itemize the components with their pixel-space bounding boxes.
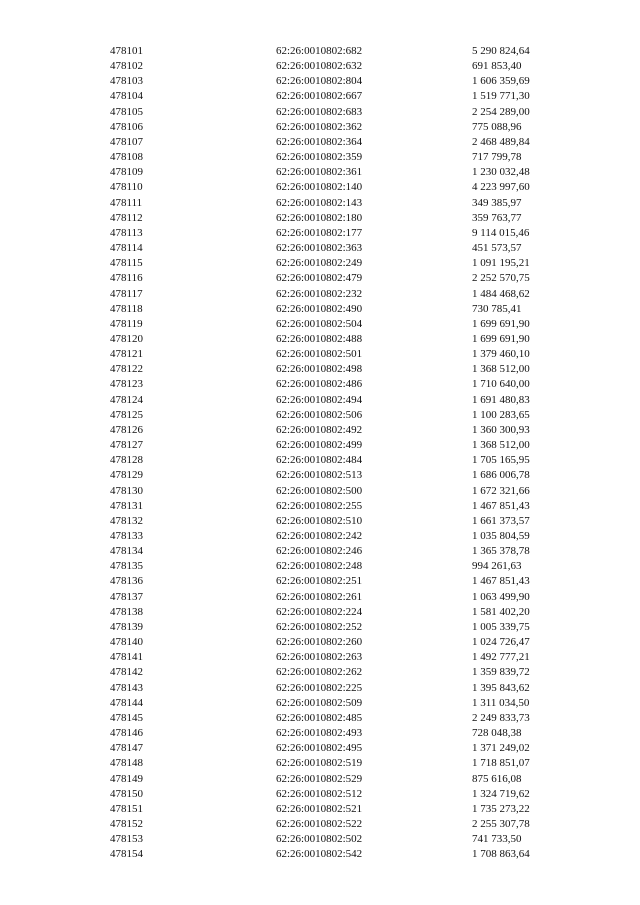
- value-cell: 1 360 300,93: [472, 423, 530, 436]
- cadastral-number-cell: 62:26:0010802:493: [276, 727, 363, 740]
- value-cell: 1 324 719,62: [472, 787, 530, 800]
- table-row: [0, 620, 640, 635]
- cadastral-number-cell: 62:26:0010802:262: [276, 666, 363, 679]
- row-number-cell: 478133: [110, 530, 143, 542]
- row-number-cell: 478119: [110, 317, 143, 330]
- value-cell: 2 249 833,73: [472, 711, 530, 724]
- value-cell: 1 686 006,78: [472, 469, 530, 482]
- table-row: [0, 468, 640, 483]
- table-row: [0, 317, 640, 332]
- table-row: [0, 665, 640, 680]
- value-cell: 1 005 339,75: [472, 620, 530, 633]
- value-cell: 1 359 839,72: [472, 666, 530, 679]
- row-number-cell: 478112: [110, 211, 143, 224]
- cadastral-number-cell: 62:26:0010802:242: [276, 530, 363, 542]
- cadastral-number-cell: 62:26:0010802:251: [276, 575, 363, 588]
- cadastral-number-cell: 62:26:0010802:510: [276, 514, 363, 527]
- value-cell: 359 763,77: [472, 211, 522, 224]
- cadastral-number-cell: 62:26:0010802:667: [276, 90, 363, 103]
- cadastral-number-cell: 62:26:0010802:509: [276, 696, 363, 709]
- table-row: [0, 787, 640, 802]
- table-row: [0, 226, 640, 241]
- cadastral-number-cell: 62:26:0010802:519: [276, 757, 363, 770]
- row-number-cell: 478147: [110, 742, 143, 755]
- value-cell: 728 048,38: [472, 727, 522, 740]
- table-row: [0, 74, 640, 89]
- value-cell: 1 091 195,21: [472, 257, 530, 270]
- cadastral-number-cell: 62:26:0010802:263: [276, 651, 363, 664]
- value-cell: 2 254 289,00: [472, 105, 530, 118]
- table-row: [0, 529, 640, 544]
- row-number-cell: 478153: [110, 833, 143, 846]
- row-number-cell: 478103: [110, 75, 143, 88]
- value-cell: 1 368 512,00: [472, 439, 530, 452]
- value-cell: 1 395 843,62: [472, 681, 530, 694]
- value-cell: 1 467 851,43: [472, 575, 530, 588]
- row-number-cell: 478104: [110, 90, 143, 103]
- cadastral-number-cell: 62:26:0010802:248: [276, 560, 363, 573]
- table-row: [0, 590, 640, 605]
- row-number-cell: 478115: [110, 257, 143, 270]
- row-number-cell: 478134: [110, 545, 143, 558]
- table-row: [0, 393, 640, 408]
- row-number-cell: 478101: [110, 45, 143, 57]
- value-cell: 1 063 499,90: [472, 590, 530, 603]
- cadastral-number-cell: 62:26:0010802:361: [276, 166, 363, 179]
- cadastral-number-cell: 62:26:0010802:225: [276, 681, 363, 694]
- row-number-cell: 478118: [110, 302, 143, 315]
- cadastral-number-cell: 62:26:0010802:362: [276, 120, 363, 133]
- table-row: [0, 423, 640, 438]
- table-row: [0, 59, 640, 74]
- table-body: [0, 44, 640, 862]
- cadastral-number-cell: 62:26:0010802:632: [276, 60, 363, 73]
- value-cell: 1 035 804,59: [472, 530, 530, 542]
- cadastral-number-cell: 62:26:0010802:486: [276, 378, 363, 391]
- value-cell: 1 024 726,47: [472, 636, 530, 649]
- value-cell: 1 368 512,00: [472, 363, 530, 376]
- table-row: [0, 772, 640, 787]
- cadastral-number-cell: 62:26:0010802:363: [276, 242, 363, 255]
- cadastral-number-cell: 62:26:0010802:140: [276, 181, 363, 194]
- value-cell: 1 311 034,50: [472, 696, 530, 709]
- table-row: [0, 44, 640, 59]
- table-row: [0, 271, 640, 286]
- table-row: [0, 514, 640, 529]
- cadastral-number-cell: 62:26:0010802:260: [276, 636, 363, 649]
- value-cell: 741 733,50: [472, 833, 522, 846]
- row-number-cell: 478117: [110, 287, 143, 300]
- cadastral-number-cell: 62:26:0010802:255: [276, 499, 363, 512]
- row-number-cell: 478135: [110, 560, 143, 573]
- cadastral-number-cell: 62:26:0010802:224: [276, 605, 363, 618]
- row-number-cell: 478120: [110, 332, 143, 345]
- table-row: [0, 574, 640, 589]
- table-row: [0, 544, 640, 559]
- row-number-cell: 478106: [110, 120, 143, 133]
- cadastral-number-cell: 62:26:0010802:521: [276, 802, 363, 815]
- cadastral-number-cell: 62:26:0010802:529: [276, 772, 363, 785]
- cadastral-number-cell: 62:26:0010802:180: [276, 211, 363, 224]
- cadastral-number-cell: 62:26:0010802:683: [276, 105, 363, 118]
- table-row: [0, 605, 640, 620]
- row-number-cell: 478130: [110, 484, 143, 497]
- value-cell: 1 718 851,07: [472, 757, 530, 770]
- value-cell: 451 573,57: [472, 242, 522, 255]
- table-row: [0, 377, 640, 392]
- cadastral-number-cell: 62:26:0010802:359: [276, 151, 363, 164]
- cadastral-number-cell: 62:26:0010802:490: [276, 302, 363, 315]
- value-cell: 1 519 771,30: [472, 90, 530, 103]
- cadastral-number-cell: 62:26:0010802:488: [276, 332, 363, 345]
- row-number-cell: 478144: [110, 696, 143, 709]
- table-row: [0, 484, 640, 499]
- row-number-cell: 478127: [110, 439, 143, 452]
- value-cell: 1 365 378,78: [472, 545, 530, 558]
- value-cell: 1 699 691,90: [472, 332, 530, 345]
- row-number-cell: 478154: [110, 848, 143, 861]
- row-number-cell: 478142: [110, 666, 143, 679]
- cadastral-number-cell: 62:26:0010802:246: [276, 545, 363, 558]
- value-cell: 1 710 640,00: [472, 378, 530, 391]
- table-row: [0, 180, 640, 195]
- table-row: [0, 802, 640, 817]
- row-number-cell: 478108: [110, 151, 143, 164]
- row-number-cell: 478110: [110, 181, 143, 194]
- value-cell: 1 100 283,65: [472, 408, 530, 421]
- cadastral-number-cell: 62:26:0010802:249: [276, 257, 363, 270]
- cadastral-number-cell: 62:26:0010802:804: [276, 75, 363, 88]
- cadastral-number-cell: 62:26:0010802:232: [276, 287, 363, 300]
- row-number-cell: 478114: [110, 242, 143, 255]
- table-row: [0, 635, 640, 650]
- row-number-cell: 478152: [110, 817, 143, 830]
- value-cell: 1 672 321,66: [472, 484, 530, 497]
- cadastral-number-cell: 62:26:0010802:506: [276, 408, 363, 421]
- row-number-cell: 478136: [110, 575, 143, 588]
- value-cell: 2 252 570,75: [472, 272, 530, 285]
- row-number-cell: 478123: [110, 378, 143, 391]
- table-row: [0, 150, 640, 165]
- table-row: [0, 847, 640, 862]
- row-number-cell: 478146: [110, 727, 143, 740]
- row-number-cell: 478150: [110, 787, 143, 800]
- row-number-cell: 478102: [110, 60, 143, 73]
- cadastral-number-cell: 62:26:0010802:682: [276, 45, 363, 57]
- table-row: [0, 681, 640, 696]
- row-number-cell: 478126: [110, 423, 143, 436]
- row-number-cell: 478121: [110, 348, 143, 361]
- table-row: [0, 332, 640, 347]
- row-number-cell: 478143: [110, 681, 143, 694]
- cadastral-number-cell: 62:26:0010802:485: [276, 711, 363, 724]
- table-row: [0, 726, 640, 741]
- table-row: [0, 711, 640, 726]
- row-number-cell: 478107: [110, 135, 143, 148]
- cadastral-number-cell: 62:26:0010802:364: [276, 135, 363, 148]
- row-number-cell: 478116: [110, 272, 143, 285]
- value-cell: 1 699 691,90: [472, 317, 530, 330]
- row-number-cell: 478137: [110, 590, 143, 603]
- value-cell: 2 255 307,78: [472, 817, 530, 830]
- table-row: [0, 165, 640, 180]
- row-number-cell: 478141: [110, 651, 143, 664]
- table-row: [0, 241, 640, 256]
- cadastral-number-cell: 62:26:0010802:504: [276, 317, 363, 330]
- value-cell: 1 484 468,62: [472, 287, 530, 300]
- table-row: [0, 696, 640, 711]
- row-number-cell: 478122: [110, 363, 143, 376]
- table-row: [0, 756, 640, 771]
- value-cell: 2 468 489,84: [472, 135, 530, 148]
- row-number-cell: 478138: [110, 605, 143, 618]
- value-cell: 1 691 480,83: [472, 393, 530, 406]
- value-cell: 5 290 824,64: [472, 45, 530, 57]
- row-number-cell: 478125: [110, 408, 143, 421]
- row-number-cell: 478140: [110, 636, 143, 649]
- value-cell: 775 088,96: [472, 120, 522, 133]
- value-cell: 691 853,40: [472, 60, 522, 73]
- row-number-cell: 478131: [110, 499, 143, 512]
- value-cell: 9 114 015,46: [472, 226, 530, 239]
- row-number-cell: 478148: [110, 757, 143, 770]
- table-row: [0, 453, 640, 468]
- cadastral-number-cell: 62:26:0010802:522: [276, 817, 363, 830]
- cadastral-number-cell: 62:26:0010802:498: [276, 363, 363, 376]
- cadastral-number-cell: 62:26:0010802:502: [276, 833, 363, 846]
- value-cell: 1 581 402,20: [472, 605, 530, 618]
- value-cell: 349 385,97: [472, 196, 522, 209]
- table-row: [0, 211, 640, 226]
- row-number-cell: 478128: [110, 454, 143, 467]
- cadastral-number-cell: 62:26:0010802:499: [276, 439, 363, 452]
- value-cell: 1 708 863,64: [472, 848, 530, 861]
- table-row: [0, 196, 640, 211]
- table-row: [0, 559, 640, 574]
- table-row: [0, 832, 640, 847]
- cadastral-number-cell: 62:26:0010802:177: [276, 226, 363, 239]
- table-row: [0, 287, 640, 302]
- value-cell: 4 223 997,60: [472, 181, 530, 194]
- cadastral-number-cell: 62:26:0010802:495: [276, 742, 363, 755]
- row-number-cell: 478113: [110, 226, 143, 239]
- row-number-cell: 478132: [110, 514, 143, 527]
- row-number-cell: 478111: [110, 196, 143, 209]
- cadastral-number-cell: 62:26:0010802:479: [276, 272, 363, 285]
- value-cell: 1 467 851,43: [472, 499, 530, 512]
- value-cell: 1 371 249,02: [472, 742, 530, 755]
- cadastral-number-cell: 62:26:0010802:252: [276, 620, 363, 633]
- value-cell: 717 799,78: [472, 151, 522, 164]
- value-cell: 1 379 460,10: [472, 348, 530, 361]
- row-number-cell: 478105: [110, 105, 143, 118]
- cadastral-number-cell: 62:26:0010802:492: [276, 423, 363, 436]
- table-row: [0, 438, 640, 453]
- table-row: [0, 408, 640, 423]
- table-row: [0, 817, 640, 832]
- table-row: [0, 499, 640, 514]
- value-cell: 1 661 373,57: [472, 514, 530, 527]
- table-row: [0, 741, 640, 756]
- value-cell: 1 230 032,48: [472, 166, 530, 179]
- cadastral-number-cell: 62:26:0010802:484: [276, 454, 363, 467]
- row-number-cell: 478124: [110, 393, 143, 406]
- cadastral-number-cell: 62:26:0010802:494: [276, 393, 363, 406]
- value-cell: 875 616,08: [472, 772, 522, 785]
- table-row: [0, 89, 640, 104]
- value-cell: 1 735 273,22: [472, 802, 530, 815]
- row-number-cell: 478109: [110, 166, 143, 179]
- cadastral-number-cell: 62:26:0010802:513: [276, 469, 363, 482]
- table-row: [0, 256, 640, 271]
- row-number-cell: 478129: [110, 469, 143, 482]
- table-row: [0, 347, 640, 362]
- row-number-cell: 478151: [110, 802, 143, 815]
- table-row: [0, 650, 640, 665]
- cadastral-number-cell: 62:26:0010802:500: [276, 484, 363, 497]
- table-row: [0, 135, 640, 150]
- table-row: [0, 120, 640, 135]
- cadastral-number-cell: 62:26:0010802:501: [276, 348, 363, 361]
- value-cell: 994 261,63: [472, 560, 522, 573]
- table-row: [0, 362, 640, 377]
- value-cell: 1 606 359,69: [472, 75, 530, 88]
- cadastral-number-cell: 62:26:0010802:512: [276, 787, 363, 800]
- cadastral-number-cell: 62:26:0010802:143: [276, 196, 363, 209]
- table-row: [0, 302, 640, 317]
- row-number-cell: 478139: [110, 620, 143, 633]
- value-cell: 1 705 165,95: [472, 454, 530, 467]
- value-cell: 730 785,41: [472, 302, 522, 315]
- table-row: [0, 105, 640, 120]
- cadastral-number-cell: 62:26:0010802:261: [276, 590, 363, 603]
- row-number-cell: 478149: [110, 772, 143, 785]
- cadastral-number-cell: 62:26:0010802:542: [276, 848, 363, 861]
- value-cell: 1 492 777,21: [472, 651, 530, 664]
- row-number-cell: 478145: [110, 711, 143, 724]
